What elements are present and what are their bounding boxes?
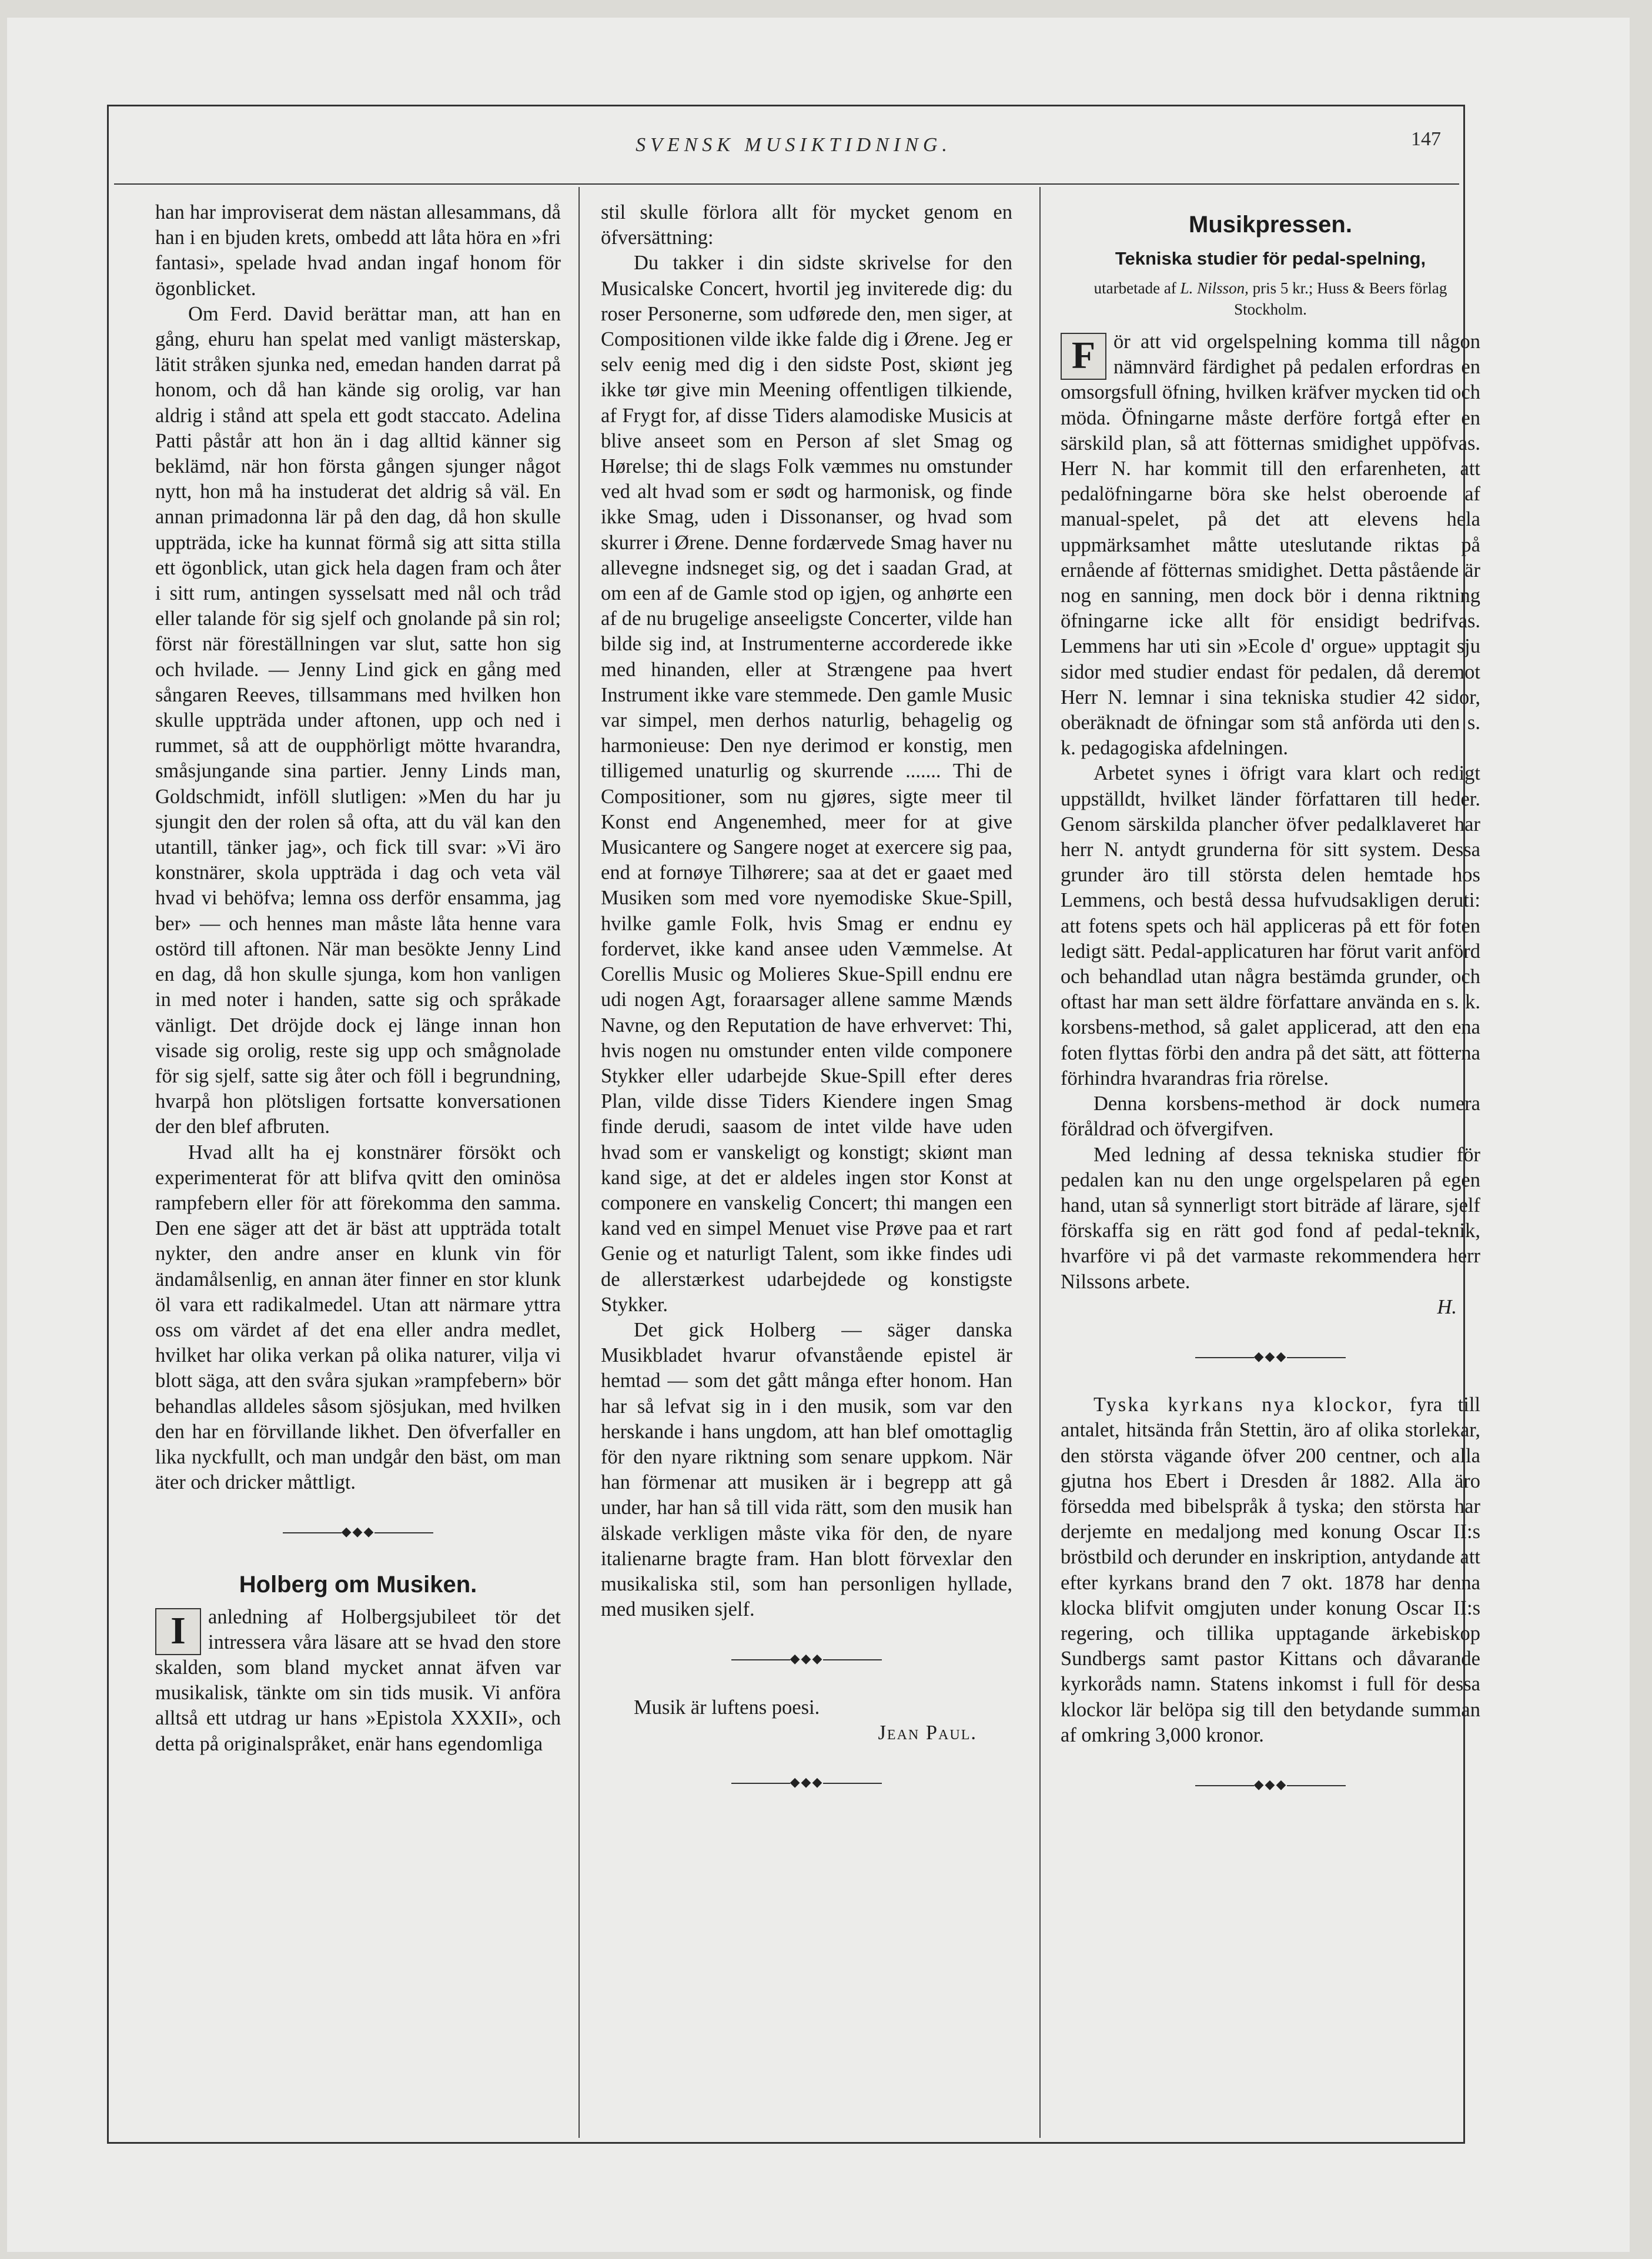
paragraph: stil skulle förlora allt för mycket genom en öfversättning:	[601, 201, 1012, 249]
review-signature: H.	[1437, 1295, 1457, 1318]
review-title: Tekniska studier för pedal-spelning,	[1115, 248, 1426, 269]
column-2	[601, 200, 1012, 1818]
paragraph: Arbetet synes i öfrigt vara klart och redigt uppställdt, hvilket länder författaren till heder. Genom särskilda plancher öfver pedalklaveret har herr N. antydt grunderna för sitt system. Dessa grunder äro till största delen hemtade hos Lemmens, och bestå dessa hufvudsakligen deruti: att fotens spets och häl appliceras på ett för foten ledigt sätt. Pedal-applicaturen har förut varit anförd och behandlad utan några bestämda grunder, och oftast har man sett äldre författare använda en s. k. korsbens-method, så galet applicerad, att den ena foten flyttas förbi den andra på det sätt, att fötterna förhindra hvarandras fria rörelse.	[1061, 762, 1480, 1090]
section-ornament: ◆◆◆	[601, 1769, 1012, 1794]
paragraph: Hvad allt ha ej konstnärer försökt och experimenterat för att blifva qvitt den ominösa rampfebern eller för att förekomma den samma. Den ene säger att det är bäst att uppträda totalt nykter, den andre anser en klunk vin för ändamålsenlig, en annan äter finner en stor klunk öl vara ett radikalmedel. Utan att närmare yttra oss om värdet af det ena eller andra medlet, hvilket har olika verkan på olika naturer, vilja vi blott säga, att den svåra sjukan »rampfebern» bör behandlas alldeles såsom sjösjukan, med hvilken den har en förvillande likhet. Den öfverfaller en lika nyckfullt, och man undgår den bäst, om man äter och dricker måttligt.	[155, 1141, 561, 1494]
paragraph: Denna korsbens-method är dock numera föråldrad och öfvergifven.	[1061, 1092, 1480, 1141]
dropcap-letter: F	[1061, 333, 1106, 380]
section-title-holberg: Holberg om Musiken.	[239, 1571, 477, 1598]
quoted-epistle: Du takker i din sidste skrivelse for den Musicalske Concert, hvortil jeg inviterede dig: du roser Personerne, som udførede den, men siger, at Compositionen vilde ikke falde dig i Ørene. Jeg er selv eenig med dig i den sidste Post, skiønt jeg ikke tør give min Meening offentligen tilkiende, af Frygt for, af disse Tiders alamodiske Musicis at blive anseet som en Person af slet Smag og Hørelse; thi de slags Folk væmmes nu omstunder ved alt hvad som er sødt og harmonisk, og finde ikke Smag, uden i Dissonanser, og hvad som skurrer i Ørene. Denne fordærvede Smag haver nu allevegne indsneget sig, og det i saadan Grad, at om een af de Gamle stod op igjen, og anhørte een af de nu brugelige anseeligste Concerter, vilde han bilde sig ind, at Instrumenterne accorderede ikke med hinanden, eller at Strængene paa hvert Instrument ikke vare stemmede. Den gamle Music var simpel, men derhos naturlig, behagelig og harmonieuse: Den nye derimod er konstig, men tilligemed unaturlig og skurrende ....... Thi de Compositioner, som nu gjøres, sigte meer til Konst end Angenemhed, meer for at give Musicantere og Sangere noget at exercere sig paa, end at fornøye Tilhørere; saa at det er gaaet med Musiken som med vore nyemodiske Skue-Spill, hvilke gamle Folk, hvis Smag er endnu ey fordervet, ikke kand ansee uden Væmmelse. At Corellis Music og Molieres Skue-Spill endnu ere udi nogen Agt, foraarsager allene samme Mænds Navne, og den Reputation de have erhvervet: Thi, hvis nogen nu omstunder enten vilde componere Stykker eller udarbejde Skue-Spill efter deres Plan, vilde disse Tiders Kiendere ingen Smag finde derudi, saasom de intet vilde have uden hvad som er vanskeligt og konstigt; skiønt man kand sige, at det er aldeles ingen stor Konst at componere en vanskelig Concert; thi mangen een kand ved en simpel Menuet vise Prøve paa et rart Genie og et naturligt Talent, som ikke findes udi de allerstærkest udarbejdede og konstigste Stykker.	[601, 252, 1012, 1316]
epigraph-author: Jean Paul.	[878, 1721, 977, 1744]
column-3	[1061, 200, 1480, 1820]
paragraph: Om Ferd. David berättar man, att han en gång, ehuru han spelat med vanligt mästerskap, lätit stråken sjunka ned, emedan handen darrat på honom, och då han kände sig orolig, var han aldrig i stånd att spela ett godt staccato. Adelina Patti påstår att hon än i dag alltid känner sig beklämd, när hon första gången sjunger något nytt, hon må ha instuderat det aldrig så väl. En annan primadonna lär på den dag, då hon skulle uppträda, icke ha kunnat förmå sig att sitta stilla ett ögonblick, utan gick hela dagen fram och åter i sitt rum, antingen sysselsatt med nål och tråd eller talande för sig sjelf och gnolande på sin rol; först när föreställningen var slut, satte hon sig och hvilade. — Jenny Lind gick en gång med sångaren Reeves, tillsammans med hvilken hon skulle uppträda under aftonen, upp och ned i rummet, så att de oupphörligt mötte hvarandra, småsjungande sina partier. Jenny Linds man, Goldschmidt, inföll slutligen: »Men du har ju sjungit den der rolen så ofta, att du väl kan den utantill, tänker jag», och fick till svar: »Vi äro konstnärer, skola uppträda i dag och veta väl hvad vi behöfva; lemna oss derför ensamma, jag ber» — och hennes man måste låta henne vara ostörd till aftonen. När man besökte Jenny Lind en dag, då hon skulle sjunga, kom hon vanligen in med noter i handen, satte sig och språkade vänligt. Det dröjde dock ej länge innan hon visade sig orolig, reste sig upp och smågnolade för sig sjelf, satte sig åter och föll i begrundning, hvarpå hon plötsligen fortsatte konversationen der den blef afbruten.	[155, 302, 561, 1138]
dropcap-letter: I	[155, 1608, 201, 1655]
epigraph: Musik är luftens poesi.	[634, 1696, 820, 1719]
column-divider-2	[1039, 187, 1041, 2138]
section-ornament: ◆◆◆	[1061, 1772, 1480, 1797]
page-number: 147	[1411, 128, 1441, 150]
column-1	[155, 200, 561, 1757]
paragraph: Med ledning af dessa tekniska studier för pedalen kan nu den unge orgelspelaren på egen hand, utan så synnerligt stort biträde af lärare, sjelf förskaffa sig en rätt god fond af pedal-teknik, hvarföre vi på det varmaste rekommendera herr Nilssons arbete.	[1061, 1143, 1480, 1293]
news-notice: Tyska kyrkans nya klockor, fyra till antalet, hitsända från Stettin, äro af olika storlekar, den största vägande öfver 200 centner, och alla gjutna hos Ebert i Dresden år 1882. Alla äro försedda med bibelspråk å tyska; den största har derjemte en medaljong med konung Oscar II:s bröstbild och derunder en inskription, antydande att efter kyrkans brand den 7 okt. 1878 har denna klocka blifvit omgjuten under konung Oscar II:s regering, och tillika upptagande ärkebiskop Sundbergs samt pastor Kittans och dåvarande kyrkoråds namn. Statens inkomst i full för dessa klockor lär belöpa sig till den betydande summan af omkring 3,000 kronor.	[1061, 1394, 1480, 1746]
paragraph: han har improviserat dem nästan allesammans, då han i en bjuden krets, ombedd att låta höra en »fri fantasi», spelade hvad andan ingaf honom för ögonblicket.	[155, 201, 561, 300]
section-ornament: ◆◆◆	[601, 1646, 1012, 1671]
column-divider-1	[578, 187, 580, 2138]
review-credit: utarbetade af L. Nilsson, pris 5 kr.; Huss & Beers förlag Stockholm.	[1093, 279, 1447, 318]
section-title-musikpressen: Musikpressen.	[1189, 212, 1352, 238]
paragraph: Det gick Holberg — säger danska Musikbladet hvarur ofvanstående epistel är hemtad — som det gått många efter honom. Han har så lefvat sig in i den musik, som var den herskande i hans ungdom, att han blef omottaglig för den nyare riktning som senare uppkom. När han förmenar att musiken är i begrepp att gå under, har han så till vida rätt, som den musik han älskade verkligen måste vika för den, de nyare italienarne bragte fram. Han blott förvexlar den musikaliska stil, som han personligen hyllade, med musiken sjelf.	[601, 1318, 1012, 1621]
paragraph: F ör att vid orgelspelning komma till någon nämnvärd färdighet på pedalen erfordras en omsorgsfull öfning, hvilken kräfver mycken tid och möda. Öfningarne måste derföre fortgå efter en särskild plan, så att fötternas smidighet uppöfvas. Herr N. har kommit till den erfarenheten, att pedalöfningarne böra ske helst oberoende af manual-spelet, på det att elevens hela uppmärksamhet måtte uteslutande riktas på ernående af fötternas smidighet. Detta påstående är nog en sanning, men dock bör i denna riktning öfningarne icke allt för ensidigt bedrifvas. Lemmens har uti sin »Ecole d' orgue» upptagit sju sidor med studier endast för pedalen, då deremot Herr N. lemnar i sina tekniska studier 42 sidor, oberäknadt de öfningar som stå anförda uti den s. k. pedagogiska afdelningen.	[1061, 330, 1480, 760]
notice-lead: Tyska kyrkans nya klockor,	[1093, 1394, 1394, 1416]
section-ornament: ◆◆◆	[1061, 1344, 1480, 1369]
section-ornament: ◆◆◆	[155, 1519, 561, 1544]
running-title: SVENSK MUSIKTIDNING.	[636, 134, 952, 156]
paragraph: I anledning af Holbergsjubileet tör det intressera våra läsare att se hvad den store skalden, som bland mycket annat äfven var musikalisk, tänkte om sin tids musik. Vi anföra alltså ett utdrag ur hans »Epistola XXXII», och detta på originalspråket, enär hans egendomliga	[155, 1605, 561, 1755]
header-rule	[114, 183, 1459, 185]
